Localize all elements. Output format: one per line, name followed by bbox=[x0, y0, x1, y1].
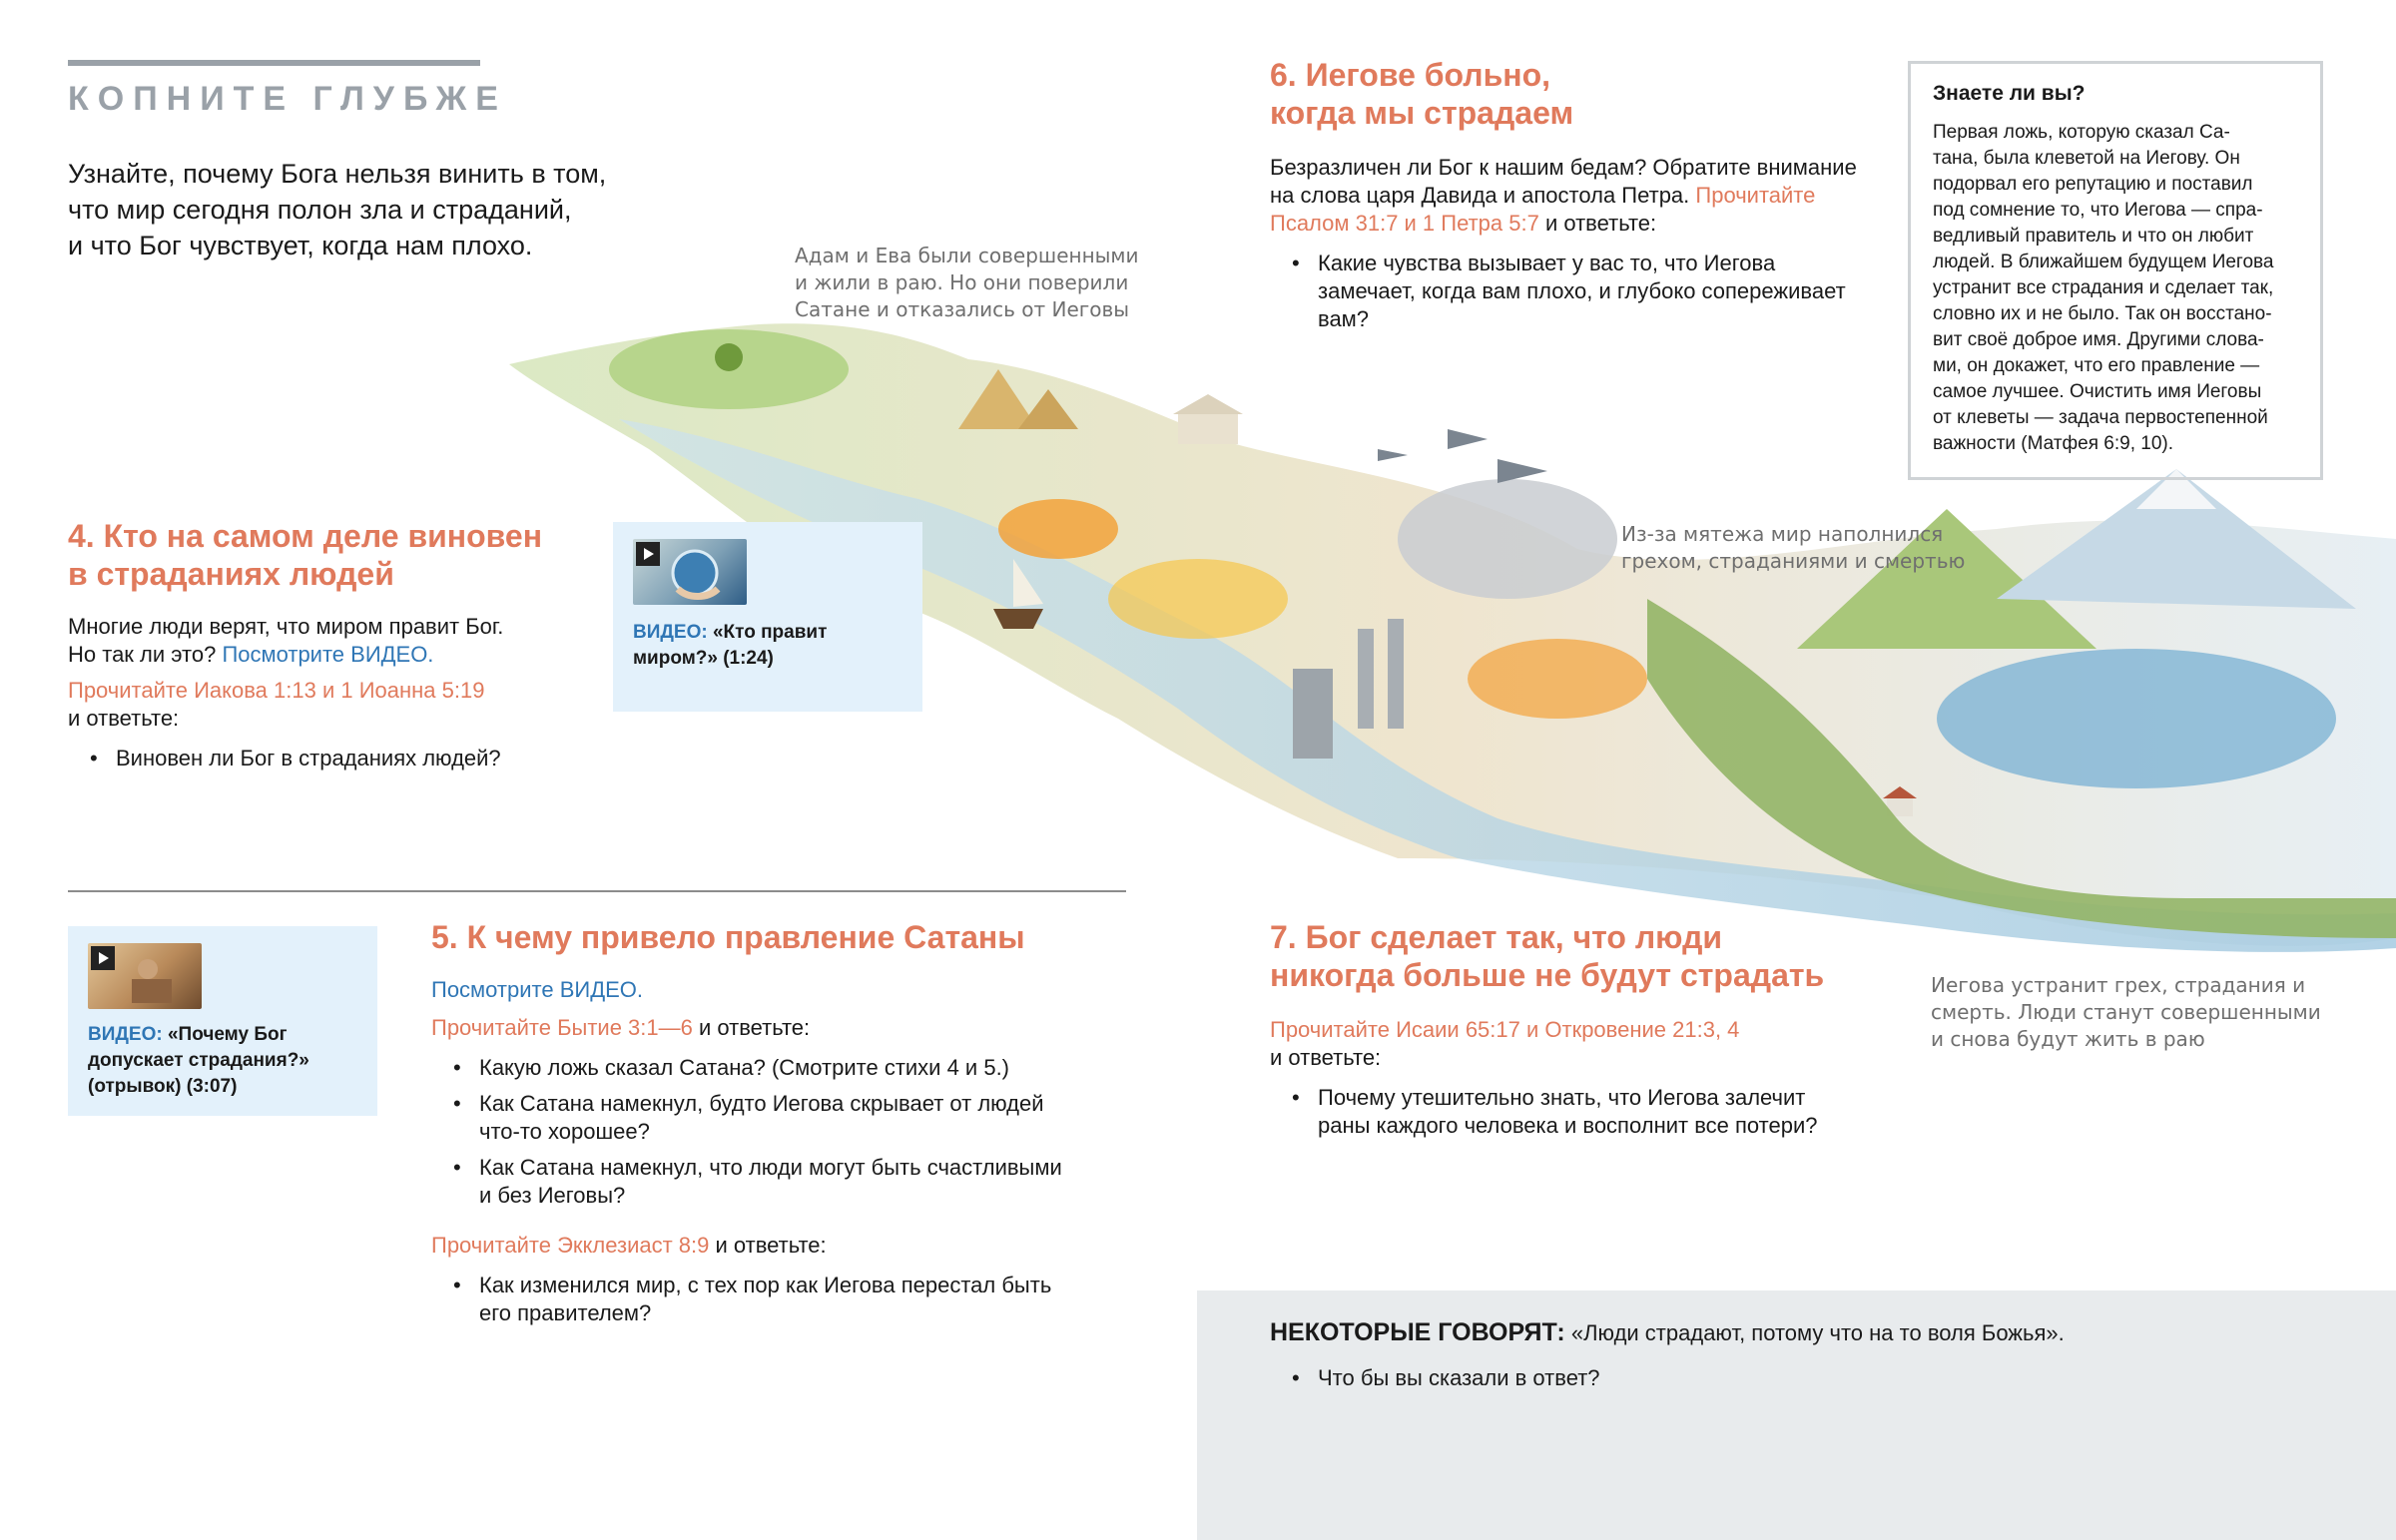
watch-video-link[interactable]: Посмотрите ВИДЕО. bbox=[222, 642, 434, 667]
watch-video-link[interactable]: Посмотрите ВИДЕО. bbox=[431, 977, 643, 1002]
section-4-title: 4. Кто на самом деле виновен в страданиях людей bbox=[68, 518, 543, 592]
section-4 bbox=[68, 517, 587, 780]
caption-adam-eve: Адам и Ева были совершенными и жили в раю. Но они поверили Сатане и отказались от Иеговы bbox=[795, 244, 1139, 321]
did-you-know-box bbox=[1908, 61, 2323, 480]
play-icon[interactable] bbox=[636, 542, 660, 566]
section-divider bbox=[68, 890, 1126, 892]
video-caption: ВИДЕО: «Кто правит миром?» (1:24) bbox=[633, 622, 828, 669]
sidebar-text: Первая ложь, которую сказал Са- тана, была клеветой на Иегову. Он подорвал его репутацию и поставил под сомнение то, что Иегова — спра- ведливый правитель и что он любит людей. В ближайшем будущем Иегова устранит все страдания и сделает так, словно их и не было. Так он восстано- вит своё доброе имя. Другими слова- ми, он докажет, что его правление — самое лучшее. Очистить имя Иеговы от клеветы — задача первостепенной важности (Матфея 6:9, 10). bbox=[1933, 122, 2274, 454]
read-prompt-1: Прочитайте Бытие 3:1—6 и ответьте: bbox=[431, 1015, 811, 1040]
read-prompt-2: Прочитайте Экклезиаст 8:9 и ответьте: bbox=[431, 1233, 827, 1258]
question-item: • Как Сатана намекнул, будто Иегова скрывает от людей что-то хорошее? bbox=[431, 1090, 1080, 1146]
sidebar-title: Знаете ли вы? bbox=[1933, 82, 2086, 105]
question-item: • Какие чувства вызывает у вас то, что Иегова замечает, когда вам плохо, и глубоко сопереживает вам? bbox=[1270, 250, 1849, 333]
video-thumbnail[interactable] bbox=[88, 943, 202, 1009]
read-scripture-link[interactable]: Прочитайте Бытие 3:1—6 bbox=[431, 1015, 693, 1040]
video-box-who-rules[interactable] bbox=[613, 522, 922, 712]
question-item: • Виновен ли Бог в страданиях людей? bbox=[68, 745, 587, 772]
section-7 bbox=[1270, 918, 1889, 1148]
section-5 bbox=[431, 918, 1090, 1335]
intro-text: Узнайте, почему Бога нельзя винить в том, что мир сегодня полон зла и страданий, и что Бог чувствует, когда нам плохо. bbox=[68, 159, 607, 260]
question-item: • Как Сатана намекнул, что люди могут быть счастливыми и без Иеговы? bbox=[431, 1154, 1080, 1210]
question-item: • Как изменился мир, с тех пор как Иегова перестал быть его правителем? bbox=[431, 1272, 1080, 1327]
section-4-intro: Многие люди верят, что миром правит Бог. Но так ли это? Посмотрите ВИДЕО. bbox=[68, 614, 504, 667]
answer-prompt: и ответьте: bbox=[1270, 1045, 1382, 1070]
question-item: • Что бы вы сказали в ответ? bbox=[1270, 1364, 1600, 1392]
section-6 bbox=[1270, 56, 1899, 341]
video-caption: ВИДЕО: «Почему Бог допускает страдания?» (отрывок) (3:07) bbox=[88, 1024, 309, 1097]
read-scripture-link[interactable]: Прочитайте bbox=[1695, 183, 1816, 208]
read-scripture-link[interactable]: Прочитайте Исаии 65:17 и Откровение 21:3, 4 bbox=[1270, 1017, 1740, 1042]
caption-paradise: Иегова устранит грех, страдания и смерть. Люди станут совершенными и снова будут жить в раю bbox=[1931, 973, 2321, 1051]
answer-prompt: и ответьте: bbox=[68, 706, 180, 731]
some-say-box bbox=[1197, 1290, 2396, 1540]
some-say-line: НЕКОТОРЫЕ ГОВОРЯТ: «Люди страдают, потому что на то воля Божья». bbox=[1270, 1318, 2065, 1346]
section-7-title: 7. Бог сделает так, что люди никогда больше не будут страдать bbox=[1270, 919, 1825, 993]
section-6-title: 6. Иегове больно, когда мы страдаем bbox=[1270, 57, 1574, 131]
question-list bbox=[1270, 1084, 1849, 1140]
section-6-intro: Безразличен ли Бог к нашим бедам? Обратите внимание на слова царя Давида и апостола Петра. Прочитайте Псалом 31:7 и 1 Петра 5:7 и ответьте: bbox=[1270, 155, 1857, 236]
question-item: • Почему утешительно знать, что Иегова залечит раны каждого человека и восполнит все потери? bbox=[1270, 1084, 1849, 1140]
section-5-title: 5. К чему привело правление Сатаны bbox=[431, 919, 1025, 955]
read-scripture-link[interactable]: Прочитайте Иакова 1:13 и 1 Иоанна 5:19 bbox=[68, 678, 485, 703]
question-list bbox=[1270, 250, 1849, 333]
question-item: • Какую ложь сказал Сатана? (Смотрите стихи 4 и 5.) bbox=[431, 1054, 1080, 1082]
some-say-label: НЕКОТОРЫЕ ГОВОРЯТ: bbox=[1270, 1318, 1565, 1346]
question-list-2 bbox=[431, 1272, 1080, 1327]
kicker-title: КОПНИТЕ ГЛУБЖЕ bbox=[68, 80, 507, 118]
read-scripture-link[interactable]: Прочитайте Экклезиаст 8:9 bbox=[431, 1233, 710, 1258]
video-box-why-suffering[interactable] bbox=[68, 926, 377, 1116]
play-icon[interactable] bbox=[91, 946, 115, 970]
video-thumbnail[interactable] bbox=[633, 539, 747, 605]
kicker-rule bbox=[68, 60, 480, 66]
caption-rebellion: Из-за мятежа мир наполнился грехом, страданиями и смертью bbox=[1621, 522, 1966, 573]
question-list bbox=[1270, 1364, 1600, 1400]
read-scripture-link[interactable]: Псалом 31:7 и 1 Петра 5:7 bbox=[1270, 211, 1539, 236]
question-list bbox=[68, 745, 587, 772]
question-list-1 bbox=[431, 1054, 1080, 1210]
